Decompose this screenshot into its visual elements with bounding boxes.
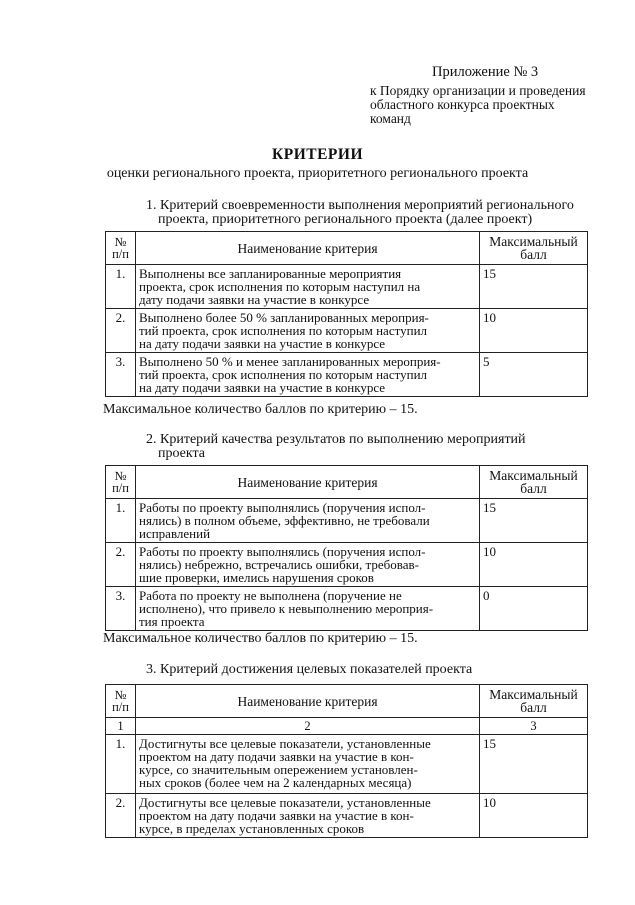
row-score: 10 bbox=[480, 309, 588, 353]
table-header-row bbox=[106, 466, 588, 499]
annex-title: Приложение № 3 bbox=[432, 64, 539, 80]
table-row bbox=[106, 499, 588, 543]
header-name: Наименование критерия bbox=[136, 685, 480, 718]
row-score: 15 bbox=[480, 265, 588, 309]
row-num: 1. bbox=[106, 499, 136, 543]
table-row bbox=[106, 265, 588, 309]
section-1-max-score: Максимальное количество баллов по критерию – 15. bbox=[103, 402, 418, 417]
annex-subtitle bbox=[370, 84, 610, 126]
row-score: 0 bbox=[480, 587, 588, 631]
table-row bbox=[106, 353, 588, 397]
index-cell: 3 bbox=[480, 718, 588, 735]
table-index-row bbox=[106, 718, 588, 735]
row-num: 2. bbox=[106, 794, 136, 838]
row-score: 10 bbox=[480, 794, 588, 838]
table-row bbox=[106, 587, 588, 631]
index-cell: 1 bbox=[106, 718, 136, 735]
row-text: Работа по проекту не выполнена (поручение не исполнено), что привело к невыполнению мероприя- тия проекта bbox=[136, 587, 480, 631]
header-num: № п/п bbox=[106, 685, 136, 718]
header-max: Максимальный балл bbox=[480, 466, 588, 499]
annex-subtitle-line: областного конкурса проектных bbox=[370, 97, 555, 112]
row-score: 15 bbox=[480, 735, 588, 794]
section-2-table bbox=[105, 465, 588, 631]
section-1-heading bbox=[146, 199, 574, 227]
heading-line: проекта bbox=[158, 446, 205, 461]
section-1-table bbox=[105, 231, 588, 397]
annex-subtitle-line: команд bbox=[370, 111, 411, 126]
row-text: Достигнуты все целевые показатели, установленные проектом на дату подачи заявки на участие в кон- курсе, в пределах установленных сроков bbox=[136, 794, 480, 838]
table-header-row bbox=[106, 232, 588, 265]
index-cell: 2 bbox=[136, 718, 480, 735]
annex-subtitle-line: к Порядку организации и проведения bbox=[370, 83, 586, 98]
row-num: 2. bbox=[106, 543, 136, 587]
header-max: Максимальный балл bbox=[480, 685, 588, 718]
row-num: 1. bbox=[106, 265, 136, 309]
header-num: № п/п bbox=[106, 466, 136, 499]
row-score: 5 bbox=[480, 353, 588, 397]
row-text: Достигнуты все целевые показатели, установленные проектом на дату подачи заявки на участие в кон- курсе, со значительным опережением установлен- ных сроков (более чем на 2 календарных месяца) bbox=[136, 735, 480, 794]
section-2-max-score: Максимальное количество баллов по критерию – 15. bbox=[103, 631, 418, 646]
header-name: Наименование критерия bbox=[136, 232, 480, 265]
header-max: Максимальный балл bbox=[480, 232, 588, 265]
document-title: КРИТЕРИИ bbox=[271, 146, 364, 163]
row-score: 10 bbox=[480, 543, 588, 587]
table-header-row bbox=[106, 685, 588, 718]
heading-line: 1. Критерий своевременности выполнения мероприятий регионального bbox=[146, 198, 574, 213]
row-num: 3. bbox=[106, 587, 136, 631]
table-row bbox=[106, 543, 588, 587]
document-subtitle: оценки регионального проекта, приоритетного регионального проекта bbox=[106, 166, 529, 181]
table-row bbox=[106, 794, 588, 838]
row-text: Выполнено более 50 % запланированных мероприя- тий проекта, срок исполнения по которым наступил на дату подачи заявки на участие в конкурсе bbox=[136, 309, 480, 353]
heading-line: 3. Критерий достижения целевых показателей проекта bbox=[146, 662, 473, 677]
row-text: Выполнено 50 % и менее запланированных мероприя- тий проекта, срок исполнения по которым наступил на дату подачи заявки на участие в конкурсе bbox=[136, 353, 480, 397]
heading-line: 2. Критерий качества результатов по выполнению мероприятий bbox=[146, 432, 526, 447]
section-3-table bbox=[105, 684, 588, 838]
row-text: Выполнены все запланированные мероприятия проекта, срок исполнения по которым наступил на дату подачи заявки на участие в конкурсе bbox=[136, 265, 480, 309]
section-2-heading bbox=[146, 433, 526, 461]
table-row bbox=[106, 735, 588, 794]
section-3-heading bbox=[146, 663, 472, 677]
table-row bbox=[106, 309, 588, 353]
row-text: Работы по проекту выполнялись (поручения испол- нялись) небрежно, встречались ошибки, требовав- шие проверки, имелись нарушения сроков bbox=[136, 543, 480, 587]
header-num: № п/п bbox=[106, 232, 136, 265]
row-num: 3. bbox=[106, 353, 136, 397]
row-num: 1. bbox=[106, 735, 136, 794]
heading-line: проекта, приоритетного регионального проекта (далее проект) bbox=[158, 212, 533, 227]
row-num: 2. bbox=[106, 309, 136, 353]
row-score: 15 bbox=[480, 499, 588, 543]
header-name: Наименование критерия bbox=[136, 466, 480, 499]
row-text: Работы по проекту выполнялись (поручения испол- нялись) в полном объеме, эффективно, не требовали исправлений bbox=[136, 499, 480, 543]
